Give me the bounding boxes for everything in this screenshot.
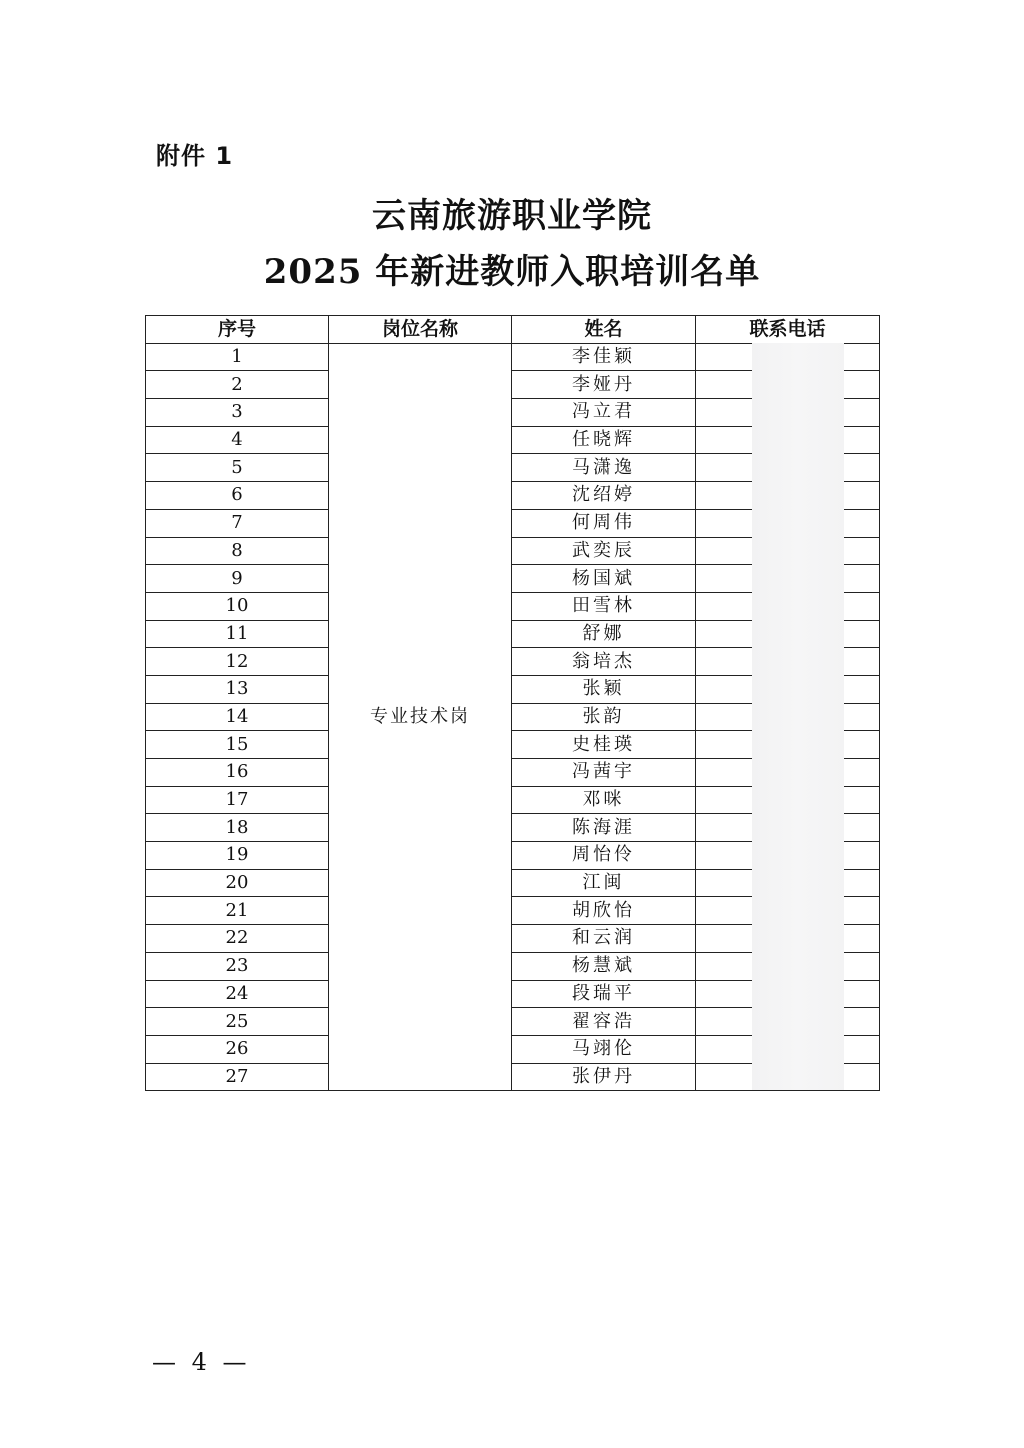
name-cell: 任晓辉 [512, 426, 696, 454]
header-position: 岗位名称 [329, 316, 512, 344]
serial-number-cell: 7 [146, 509, 329, 537]
name-cell: 胡欣怡 [512, 897, 696, 925]
serial-number-cell: 27 [146, 1063, 329, 1091]
name-cell: 张韵 [512, 703, 696, 731]
name-cell: 和云润 [512, 925, 696, 953]
serial-number-cell: 26 [146, 1035, 329, 1063]
name-cell: 沈绍婷 [512, 482, 696, 510]
serial-number-cell: 19 [146, 842, 329, 870]
serial-number-cell: 13 [146, 675, 329, 703]
name-cell: 江闽 [512, 869, 696, 897]
name-cell: 舒娜 [512, 620, 696, 648]
serial-number-cell: 9 [146, 565, 329, 593]
attachment-label: 附件 1 [156, 142, 234, 170]
serial-number-cell: 18 [146, 814, 329, 842]
name-cell: 李佳颖 [512, 343, 696, 371]
name-cell: 翟容浩 [512, 1008, 696, 1036]
header-name: 姓名 [512, 316, 696, 344]
serial-number-cell: 10 [146, 592, 329, 620]
name-cell: 李娅丹 [512, 371, 696, 399]
serial-number-cell: 23 [146, 952, 329, 980]
phone-redaction-overlay [752, 343, 844, 1090]
name-cell: 段瑞平 [512, 980, 696, 1008]
name-cell: 杨国斌 [512, 565, 696, 593]
name-cell: 武奕辰 [512, 537, 696, 565]
serial-number-cell: 14 [146, 703, 329, 731]
name-cell: 史桂瑛 [512, 731, 696, 759]
name-cell: 何周伟 [512, 509, 696, 537]
document-title: 云南旅游职业学院 [372, 196, 652, 236]
name-cell: 周怡伶 [512, 842, 696, 870]
name-cell: 邓咪 [512, 786, 696, 814]
serial-number-cell: 8 [146, 537, 329, 565]
name-cell: 陈海涯 [512, 814, 696, 842]
serial-number-cell: 11 [146, 620, 329, 648]
serial-number-cell: 21 [146, 897, 329, 925]
serial-number-cell: 1 [146, 343, 329, 371]
serial-number-cell: 3 [146, 399, 329, 427]
name-cell: 杨慧斌 [512, 952, 696, 980]
header-phone: 联系电话 [696, 316, 880, 344]
serial-number-cell: 24 [146, 980, 329, 1008]
serial-number-cell: 5 [146, 454, 329, 482]
serial-number-cell: 25 [146, 1008, 329, 1036]
serial-number-cell: 22 [146, 925, 329, 953]
table-header-row [146, 316, 880, 344]
serial-number-cell: 15 [146, 731, 329, 759]
document-subtitle: 2025 年新进教师入职培训名单 [263, 252, 761, 292]
position-cell: 专业技术岗 [329, 343, 512, 1091]
name-cell: 张颖 [512, 675, 696, 703]
name-cell: 冯茜宇 [512, 759, 696, 787]
serial-number-cell: 6 [146, 482, 329, 510]
name-cell: 张伊丹 [512, 1063, 696, 1091]
page-number: — 4 — [152, 1348, 251, 1376]
serial-number-cell: 17 [146, 786, 329, 814]
name-cell: 冯立君 [512, 399, 696, 427]
serial-number-cell: 16 [146, 759, 329, 787]
serial-number-cell: 4 [146, 426, 329, 454]
name-cell: 翁培杰 [512, 648, 696, 676]
header-serial-number: 序号 [146, 316, 329, 344]
serial-number-cell: 2 [146, 371, 329, 399]
name-cell: 马翊伦 [512, 1035, 696, 1063]
name-cell: 田雪林 [512, 592, 696, 620]
serial-number-cell: 12 [146, 648, 329, 676]
name-cell: 马潇逸 [512, 454, 696, 482]
serial-number-cell: 20 [146, 869, 329, 897]
